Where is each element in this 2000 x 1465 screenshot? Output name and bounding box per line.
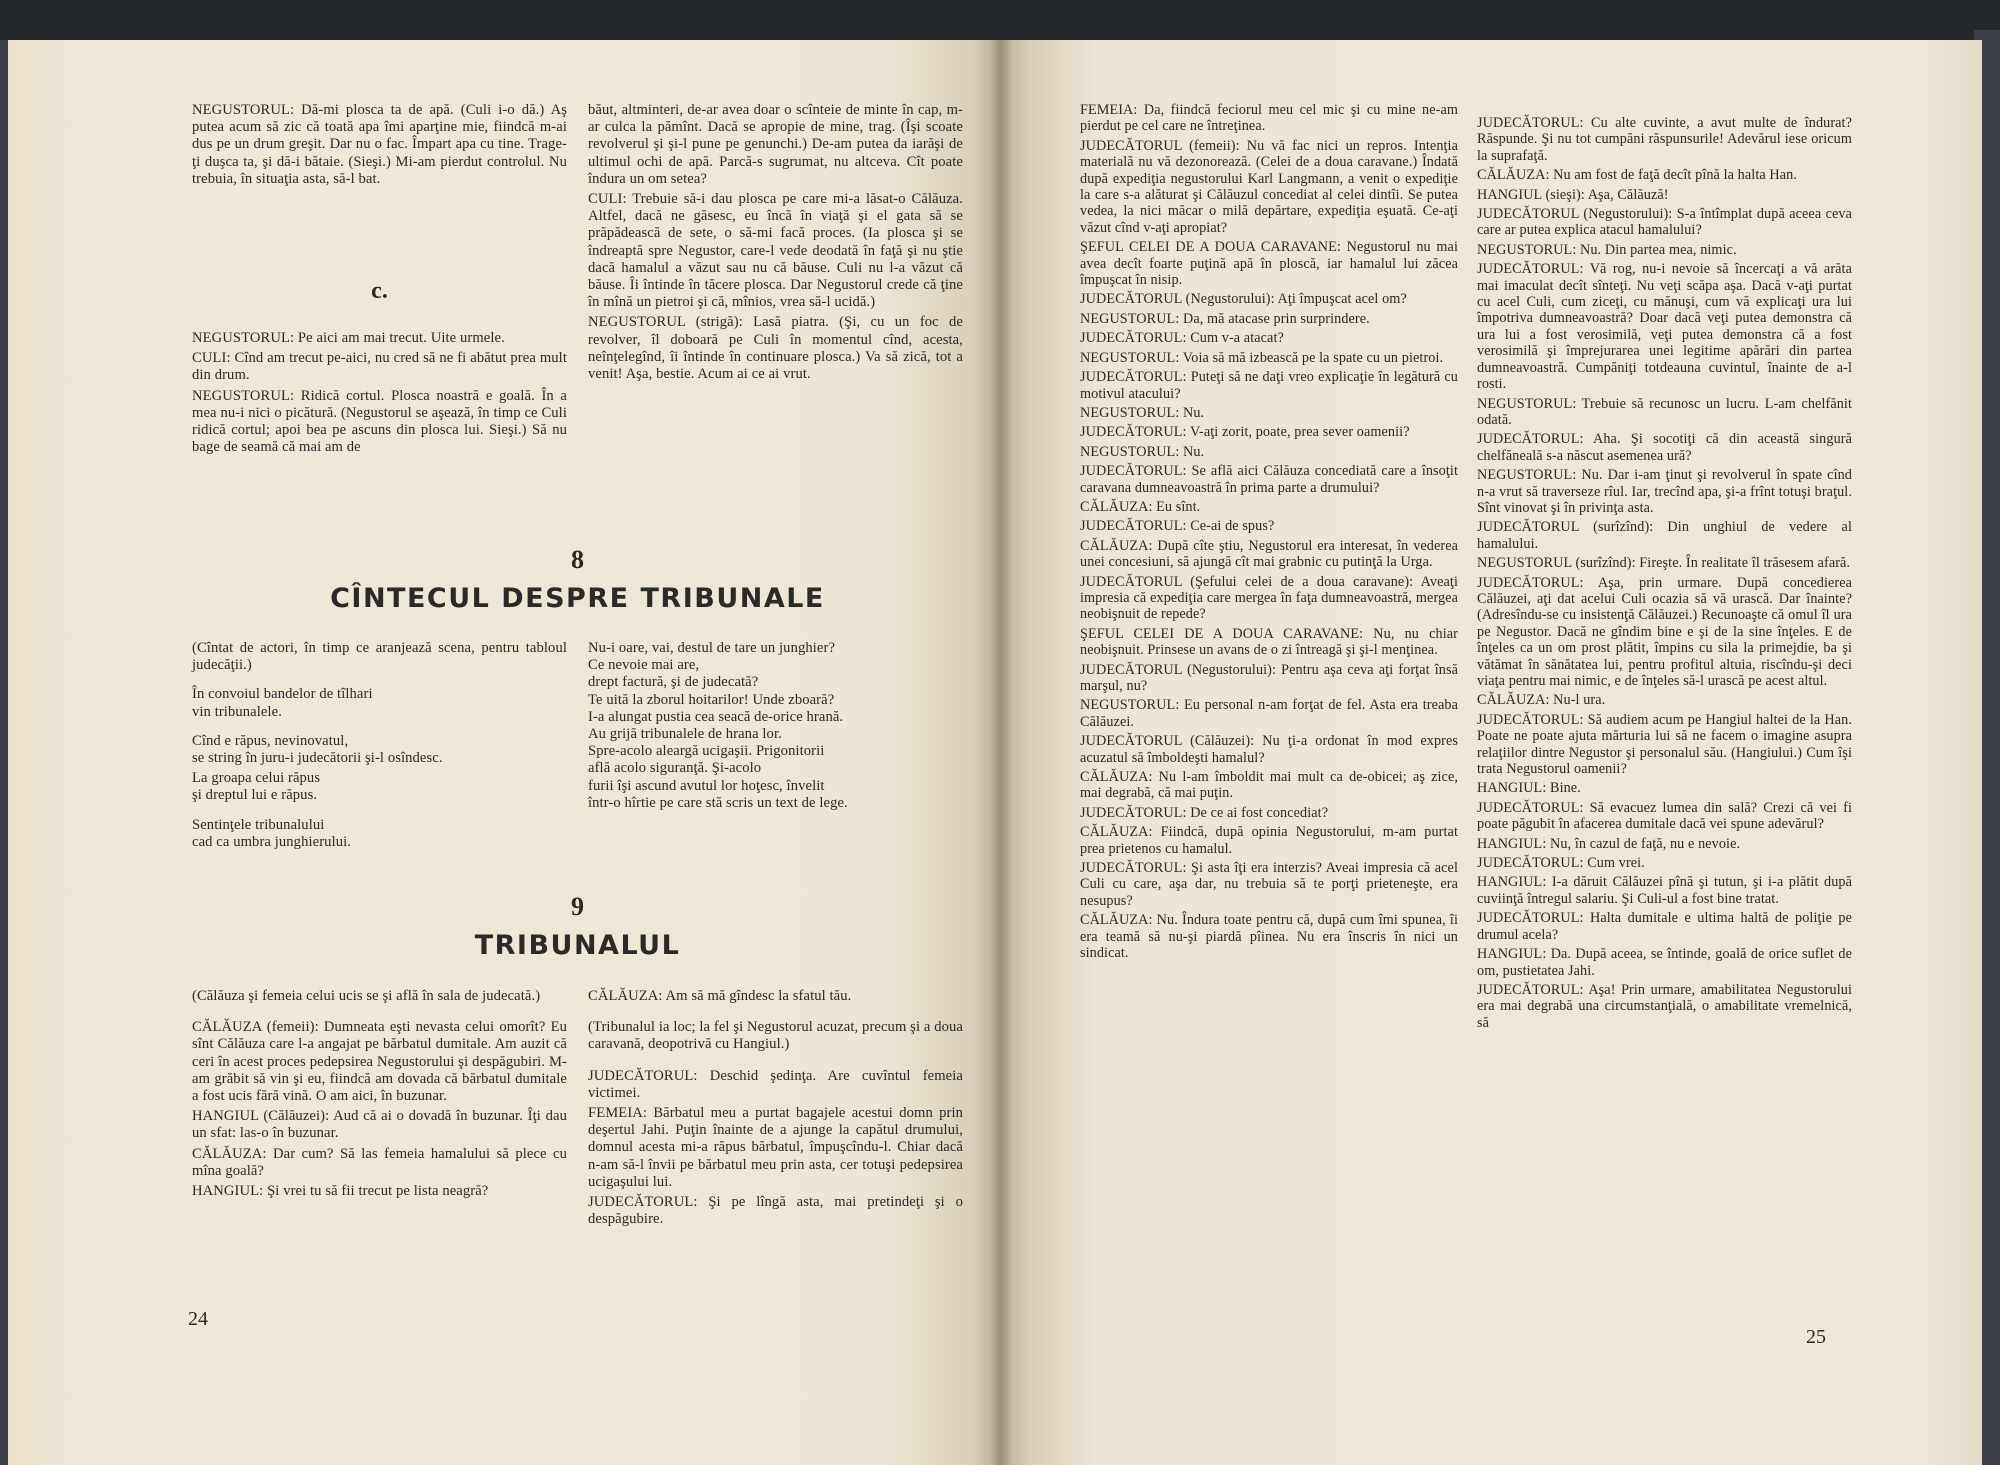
song-line: I-a alungat pustia cea seacă de-orice hrană. — [588, 708, 844, 725]
paragraph: HANGIUL: Nu, în cazul de faţă, nu e nevoie. — [1477, 835, 1741, 852]
song-line: La groapa celui răpus — [192, 770, 321, 787]
paragraph: CĂLĂUZA: Nu. Îndura toate pentru că, după cum îmi spunea, îi era teamă să nu-şi piardă pîinea. Nu era înscris în nici un sindicat. — [1080, 912, 1458, 962]
paragraph: JUDECĂTORUL: Aşa, prin urmare. După concedierea Călăuzei, aţi dat acelui Culi ocazia să vă urască. Dar înainte? (Adresîndu-se cu insistenţă Călăuzei.) Recunoaşte că omul îl ura pe Negustor. Dacă ne gîndim bine e şi de la sine înţeles. E de înţeles ca un om prost plătit, împins cu sila la primejdie, ba şi vătămat în sănătatea lui, pentru profitul altuia, riscîndu-şi deci viaţa pentru mai nimic, e de înţeles să-l urască pe acest altul. — [1477, 574, 1852, 689]
song-line: se string în juru-i judecătorii şi-l osîndesc. — [192, 750, 443, 767]
paragraph: JUDECĂTORUL: Se află aici Călăuza concediată care a însoţit caravana dumneavoastră în prima parte a drumului? — [1080, 463, 1458, 496]
right-col1 — [1080, 102, 1458, 965]
paragraph: JUDECĂTORUL (Negustorului): Pentru aşa ceva aţi forţat însă marşul, nu? — [1080, 661, 1458, 694]
paragraph: CULI: Cînd am trecut pe-aici, nu cred să ne fi abătut prea mult din drum. — [192, 350, 567, 384]
paragraph: JUDECĂTORUL (Şefului celei de a doua caravane): Aveaţi impresia că expediţia care mergea în faţa dumneavoastră, mergea neobişnuit de repede? — [1080, 573, 1458, 623]
paragraph: CĂLĂUZA: Nu-l ura. — [1477, 692, 1606, 709]
paragraph: JUDECĂTORUL (surîzînd): Din unghiul de vedere al hamalului. — [1477, 519, 1852, 552]
song-line: într-o hîrtie pe care stă scris un text de lege. — [588, 794, 848, 811]
paragraph: CĂLĂUZA (femeii): Dumneata eşti nevasta celui omorît? Eu sînt Călăuza care l-a angajat pe bărbatul dumitale. Am auzit că ceri în acest proces pedepsirea Negustorului şi despăgubiri. M-am grăbit să vin şi eu, fiindcă am dovada că bărbatul dumitale a fost ucis fără vină. O am aici, în buzunar. — [192, 1019, 567, 1105]
paragraph: NEGUSTORUL: Pe aici am mai trecut. Uite urmele. — [192, 330, 505, 346]
left-col2-top — [588, 102, 963, 386]
left-col1-top — [192, 102, 567, 191]
song-line: furii îşi ascund avutul lor hoţesc, învelit — [588, 777, 825, 794]
paragraph: HANGIUL (Călăuzei): Aud că ai o dovadă în buzunar. Îţi dau un sfat: las-o în buzunar. — [192, 1108, 567, 1142]
section-8-number: 8 — [571, 545, 584, 574]
song-right-column — [588, 640, 963, 812]
paragraph: JUDECĂTORUL: Să evacuez lumea din sală? Crezi că vei fi poate păgubit în afacerea dumitale dacă vei spune adevărul? — [1477, 799, 1852, 833]
paragraph: ŞEFUL CELEI DE A DOUA CARAVANE: Nu, nu chiar neobişnuit. Prinsese un avans de o zi întreagă şi şi-l menţinea. — [1080, 625, 1458, 659]
paragraph: JUDECĂTORUL (Negustorului): S-a întîmplat după aceea ceva care ar putea explica atacul hamalului? — [1477, 206, 1852, 239]
book-gutter — [990, 40, 1012, 1465]
scene-c-heading: c. — [371, 278, 388, 304]
paragraph: JUDECĂTORUL: Şi pe lîngă asta, mai pretindeţi şi o despăgubire. — [588, 1194, 963, 1228]
paragraph: NEGUSTORUL: Nu. — [1080, 443, 1205, 460]
song-line: Ce nevoie mai are, — [588, 657, 700, 674]
paragraph: JUDECĂTORUL: Şi asta îţi era interzis? Aveai impresia că acel Culi cu care, aşa dar, nu trebuia să te porţi prieteneşte, era nesupus? — [1080, 860, 1458, 909]
section-9-number: 9 — [571, 892, 584, 921]
paragraph: HANGIUL: Bine. — [1477, 780, 1581, 797]
song-line: drept factură, şi de judecată? — [588, 674, 759, 691]
section-9-title: TRIBUNALUL — [474, 930, 681, 961]
paragraph: NEGUSTORUL: Nu. Din partea mea, nimic. — [1477, 241, 1737, 258]
paragraph: JUDECĂTORUL: Vă rog, nu-i nevoie să încercaţi a vă arăta mai imaculat decît sînteţi. Nu veţi scăpa aşa. Dacă v-aţi purtat cu acel Culi, cum ziceţi, cu mănuşi, cum vă explicaţi ura lui împotriva dumneavoastră? Doar dacă veţi putea demonstra că ura lui a fost verosimilă, veţi putea demonstra că a fost verosimilă şi împrejurarea unei legitime apărări din partea dumneavoastră. Cumpăniţi totdeauna cuvintul, înainte de a-l rosti. — [1477, 261, 1852, 393]
paragraph: CĂLĂUZA: Am să mă gîndesc la sfatul tău. — [588, 988, 852, 1004]
paragraph: NEGUSTORUL: Dă-mi plosca ta de apă. (Culi i-o dă.) Aş putea acum să zic că toată apa îmi aparţine mie, fiindcă m-ai dus pe un drum greşit. Dar nu o fac. Împart apa cu tine. Trage-ţi duşca ta, şi dă-i bătaie. (Sieşi.) Mi-am pierdut controlul. Nu trebuia, în situaţia asta, să-l bat. — [192, 102, 567, 187]
paragraph: JUDECĂTORUL (Călăuzei): Nu ţi-a ordonat în mod expres acuzatul să îmboldeşti hamalul? — [1080, 733, 1458, 766]
song-line: şi dreptul lui e răpus. — [192, 787, 318, 804]
left-col1-c — [192, 330, 567, 459]
song-stanza — [192, 817, 567, 851]
paragraph: CĂLĂUZA: Dar cum? Să las femeia hamalului să plece cu mîna goală? — [192, 1145, 567, 1179]
song-line: Sentinţele tribunalului — [192, 816, 325, 833]
paragraph: JUDECĂTORUL: Aşa! Prin urmare, amabilitatea Negustorului era mai degrabă una circumstanţială, o amabilitate vremelnică, să — [1477, 981, 1852, 1031]
paragraph: FEMEIA: Da, fiindcă feciorul meu cel mic şi cu mine ne-am pierdut pe cel care ne întreţinea. — [1080, 102, 1458, 135]
stage-direction: (Călăuza şi femeia celui ucis se şi află în sala de judecată.) — [192, 988, 541, 1004]
right-page — [1000, 40, 1982, 1465]
paragraph: NEGUSTORUL: Eu personal n-am forţat de fel. Asta era treaba Călăuzei. — [1080, 697, 1458, 730]
paragraph: CĂLĂUZA: După cîte ştiu, Negustorul era interesat, în vederea unei concesiuni, să ajungă cît mai grabnic cu putinţă la Urga. — [1080, 537, 1458, 571]
paragraph: JUDECĂTORUL: Halta dumitale e ultima haltă de poliţie pe drumul acela? — [1477, 910, 1852, 943]
paragraph: NEGUSTORUL: Da, mă atacase prin surprindere. — [1080, 310, 1370, 327]
paragraph: FEMEIA: Bărbatul meu a purtat bagajele acestui domn prin deşertul Jahi. Puţin înainte de a ajunge la capătul drumului, domnul acesta mi-a răpus bărbatul, împuşcîndu-l. Chiar dacă n-am să-l învii pe bărbatul meu prin asta, cer totuşi pedepsirea ucigaşului lui. — [588, 1105, 963, 1190]
paragraph: HANGIUL: Şi vrei tu să fii trecut pe lista neagră? — [192, 1183, 489, 1200]
paragraph: JUDECĂTORUL: Ce-ai de spus? — [1080, 518, 1275, 535]
song-line: vin tribunalele. — [192, 703, 282, 720]
left-page — [8, 40, 1000, 1465]
paragraph: HANGIUL: Da. După aceea, se întinde, goală de orice suflet de om, pustietatea Jahi. — [1477, 946, 1852, 979]
paragraph: CĂLĂUZA: Nu l-am îmboldit mai mult ca de-obicei; aş zice, mai degrabă, că mai puţin. — [1080, 769, 1458, 802]
paragraph: NEGUSTORUL: Ridică cortul. Plosca noastră e goală. În a mea nu-i nici o picătură. (Negustorul se aşează, în timp ce Culi ridică cortul; apoi bea pe ascuns din plosca lui. Sieşi.) Să nu bage de seamă că mai am de — [192, 387, 567, 456]
stage-direction: (Cîntat de actori, în timp ce aranjează scena, pentru tabloul judecăţii.) — [192, 640, 567, 674]
song-stanza — [192, 686, 567, 720]
paragraph: JUDECĂTORUL: Cum v-a atacat? — [1080, 330, 1284, 347]
paragraph: NEGUSTORUL: Trebuie să recunosc un lucru. L-am chelfănit odată. — [1477, 395, 1852, 428]
paragraph: JUDECĂTORUL: Puteţi să ne daţi vreo explicaţie în legătură cu motivul atacului? — [1080, 369, 1458, 402]
paragraph: CĂLĂUZA: Fiindcă, după opinia Negustorului, m-am purtat prea prietenos cu hamalul. — [1080, 824, 1458, 857]
stage-direction: (Tribunalul ia loc; la fel şi Negustorul acuzat, precum şi a doua caravană, deopotrivă cu Hangiul.) — [588, 1019, 963, 1053]
left-col2-tribunal — [588, 988, 963, 1231]
paragraph: JUDECĂTORUL: Să audiem acum pe Hangiul haltei de la Han. Poate ne poate ajuta mărturia lui să ne facem o imagine asupra relaţiilor dintre Negustor şi personalul său. (Hangiului.) Cum îşi trata Negustorul oamenii? — [1477, 711, 1852, 778]
left-col1-tribunal — [192, 988, 567, 1203]
paragraph: CULI: Trebuie să-i dau plosca pe care mi-a lăsat-o Călăuza. Altfel, dacă ne găsesc, eu încă în viaţă şi el gata să se prăpădească de sete, o să-mi facă proces. (Ia plosca şi se îndreaptă spre Negustor, care-l vede deodată în faţă şi nu ştie dacă hamalul a văzut sau nu că băuse. Culi nu l-a văzut că băuse. Îi întinde în tăcere plosca. Dar Negustorul crede că ţine în mînă un pietroi şi că, mînios, vrea să-l ucidă.) — [588, 191, 963, 311]
song-left-column — [192, 640, 567, 851]
paragraph: HANGIUL: I-a dăruit Călăuzei pînă şi tutun, şi i-a plătit după cuviinţă întregul salariu. Şi Culi-ul a fost bine tratat. — [1477, 874, 1852, 907]
paragraph: NEGUSTORUL: Voia să mă izbească pe la spate cu un pietroi. — [1080, 349, 1444, 366]
paragraph: JUDECĂTORUL: Deschid şedinţa. Are cuvîntul femeia victimei. — [588, 1067, 963, 1101]
paragraph: JUDECĂTORUL: V-aţi zorit, poate, prea sever oamenii? — [1080, 424, 1410, 441]
song-line: Nu-i oare, vai, destul de tare un junghier? — [588, 640, 836, 656]
page-number-left: 24 — [188, 1308, 208, 1330]
song-line: Te uită la zborul hoitarilor! Unde zboară? — [588, 691, 835, 708]
paragraph: băut, altminteri, de-ar avea doar o scînteie de minte în cap, m-ar culca la pămînt. Dacă se apropie de mine, trag. (Îşi scoate revolverul şi şi-l pune pe genunchi.) De-am putea da iarăşi de ultimul ochi de apă. Parcă-s sugrumat, nu altceva. Cît poate îndura un om setea? — [588, 102, 963, 187]
paragraph: CĂLĂUZA: Eu sînt. — [1080, 498, 1201, 515]
paragraph: NEGUSTORUL (surîzînd): Fireşte. În realitate îl trăsesem afară. — [1477, 555, 1851, 572]
right-col2 — [1477, 115, 1852, 1034]
paragraph: NEGUSTORUL (strigă): Lasă piatra. (Şi, cu un foc de revolver, îl doboară pe Culi în momentul cînd, acesta, neînţelegînd, îi întinde în continuare plosca.) Va să zică, tot a venit! Aşa, bestie. Acum ai ce ai vrut. — [588, 314, 963, 383]
song-line: află acolo siguranţă. Şi-acolo — [588, 760, 762, 777]
paragraph: JUDECĂTORUL (Negustorului): Aţi împuşcat acel om? — [1080, 291, 1407, 308]
song-stanza — [192, 733, 567, 767]
paragraph: HANGIUL (sieşi): Aşa, Călăuză! — [1477, 186, 1669, 203]
page-number-right: 25 — [1806, 1326, 1826, 1348]
song-line: Cînd e răpus, nevinovatul, — [192, 732, 349, 749]
paragraph: JUDECĂTORUL: De ce ai fost concediat? — [1080, 804, 1329, 821]
section-8-title: CÎNTECUL DESPRE TRIBUNALE — [330, 583, 825, 614]
song-line: În convoiul bandelor de tîlhari — [192, 686, 373, 703]
song-line: Au grijă tribunalele de hrana lor. — [588, 726, 782, 743]
paragraph: JUDECĂTORUL: Cum vrei. — [1477, 855, 1645, 872]
paragraph: JUDECĂTORUL (femeii): Nu vă fac nici un repros. Intenţia materială nu vă dezonorează. (Celei de a doua caravane.) Îndată după expediţia negustorului Karl Langmann, a venit o expediţie la care s-a alăturat şi Călăuzul concediat al celei dintîi. Se putea vedea, la nici măcar o milă depărtare, expediţia eşuată. Ce-aţi văzut cînd v-aţi apropiat? — [1080, 137, 1458, 236]
song-line: cad ca umbra junghierului. — [192, 833, 352, 850]
paragraph: JUDECĂTORUL: Cu alte cuvinte, a avut multe de îndurat? Răspunde. Şi nu tot cumpăni răspunsurile! Adevărul iese oricum la suprafaţă. — [1477, 115, 1852, 164]
song-stanza — [192, 770, 567, 804]
paragraph: NEGUSTORUL: Nu. Dar i-am ţinut şi revolverul în spate cînd n-a vrut să traverseze rîul. Iar, trecînd apa, şi-a frînt totuşi braţul. Sînt vinovat şi în privinţa asta. — [1477, 467, 1852, 516]
paragraph: NEGUSTORUL: Nu. — [1080, 404, 1205, 421]
paragraph: JUDECĂTORUL: Aha. Şi socotiţi că din această singură chelfăneală s-a născut asemenea ură? — [1477, 431, 1852, 464]
song-line: Spre-acolo aleargă ucigaşii. Prigonitorii — [588, 743, 825, 760]
paragraph: CĂLĂUZA: Nu am fost de faţă decît pînă la halta Han. — [1477, 167, 1797, 184]
paragraph: ŞEFUL CELEI DE A DOUA CARAVANE: Negustorul nu mai avea decît foarte puţină apă în ploscă, iar hamalul lui zăcea împuşcat în nisip. — [1080, 239, 1458, 289]
